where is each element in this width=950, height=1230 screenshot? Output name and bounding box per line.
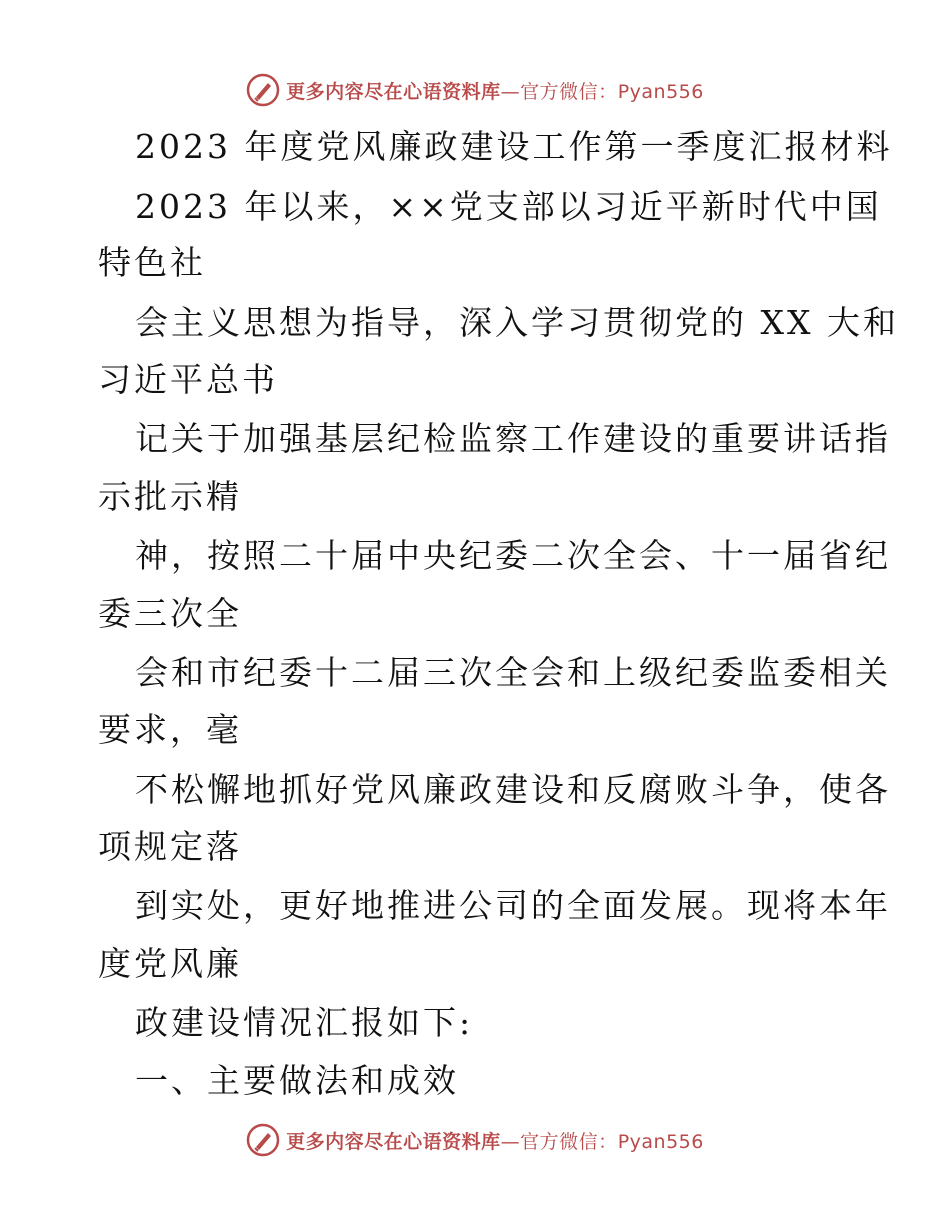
paragraph-line: 2023 年以来，××党支部以习近平新时代中国 <box>135 187 882 226</box>
paragraph-line: 特色社 <box>98 243 206 282</box>
paragraph-line: 会和市纪委十二届三次全会和上级纪委监委相关 <box>135 653 891 692</box>
paragraph-line: 示批示精 <box>98 477 242 516</box>
paragraph-line: 委三次全 <box>98 594 242 633</box>
paragraph-line: 政建设情况汇报如下: <box>135 1003 474 1042</box>
paragraph-line: 神，按照二十届中央纪委二次全会、十一届省纪 <box>135 536 891 575</box>
watermark-dash: — <box>500 1130 521 1153</box>
watermark-text <box>286 77 704 104</box>
paragraph-line: 不松懈地抓好党风廉政建设和反腐败斗争，使各 <box>135 770 891 809</box>
watermark-text <box>286 1127 704 1154</box>
watermark-dash: — <box>500 80 521 103</box>
watermark-site: 更多内容尽在心语资料库 <box>286 1130 501 1153</box>
paragraph-line: 度党风廉 <box>98 944 242 983</box>
logo-icon <box>246 1123 280 1157</box>
paragraph-line: 记关于加强基层纪检监察工作建设的重要讲话指 <box>135 419 891 458</box>
paragraph-line: 要求，毫 <box>98 710 242 749</box>
paragraph-line: 习近平总书 <box>98 360 278 399</box>
document-title: 2023 年度党风廉政建设工作第一季度汇报材料 <box>135 127 893 166</box>
paragraph-line: 会主义思想为指导，深入学习贯彻党的 XX 大和 <box>135 303 899 342</box>
paragraph-line: 项规定落 <box>98 827 242 866</box>
logo-icon <box>246 73 280 107</box>
watermark-wechat-label: 官方微信： <box>520 1130 618 1153</box>
watermark-wechat-id: Pyan556 <box>617 80 704 103</box>
section-heading: 一、主要做法和成效 <box>135 1061 459 1100</box>
watermark-wechat-id: Pyan556 <box>617 1130 704 1153</box>
watermark-banner-top <box>0 70 950 110</box>
watermark-wechat-label: 官方微信： <box>520 80 618 103</box>
watermark-banner-bottom <box>0 1120 950 1160</box>
watermark-site: 更多内容尽在心语资料库 <box>286 80 501 103</box>
paragraph-line: 到实处，更好地推进公司的全面发展。现将本年 <box>135 886 891 925</box>
